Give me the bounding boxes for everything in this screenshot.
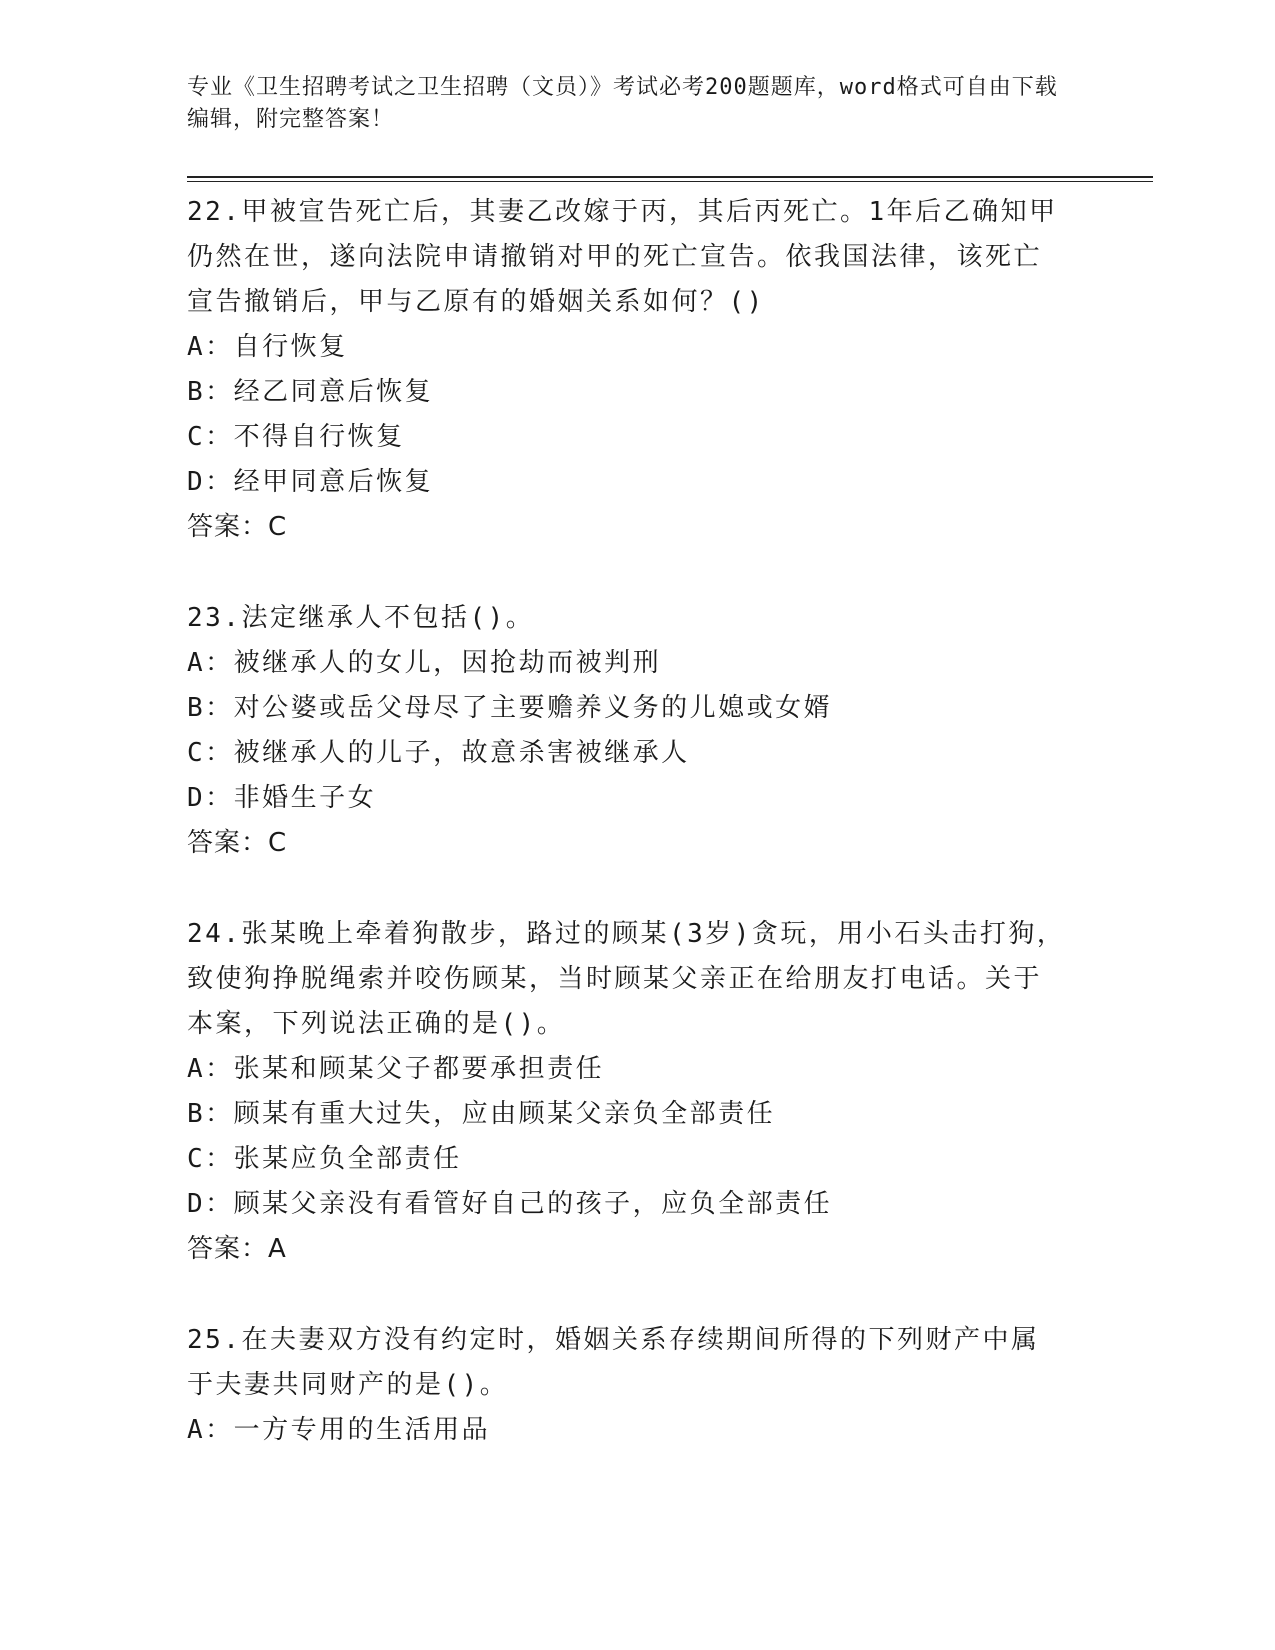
option-c: C：不得自行恢复 [187,422,405,452]
question-24 [187,912,1087,1272]
question-list [187,190,1087,1499]
option-b: B：顾某有重大过失，应由顾某父亲负全部责任 [187,1099,776,1129]
question-stem: 22.甲被宣告死亡后，其妻乙改嫁于丙，其后丙死亡。1年后乙确知甲仍然在世，遂向法院申请撤销对甲的死亡宣告。依我国法律，该死亡宣告撤销后，甲与乙原有的婚姻关系如何？() [187,197,1058,317]
option-a: A：一方专用的生活用品 [187,1415,491,1445]
option-a: A：张某和顾某父子都要承担责任 [187,1054,605,1084]
header-divider-thin [187,181,1153,182]
option-d: D：顾某父亲没有看管好自己的孩子，应负全部责任 [187,1189,833,1219]
header-divider-thick [187,176,1153,178]
option-c: C：张某应负全部责任 [187,1144,462,1174]
option-c: C：被继承人的儿子，故意杀害被继承人 [187,738,690,768]
document-header: 专业《卫生招聘考试之卫生招聘（文员）》考试必考200题题库，word格式可自由下载编辑，附完整答案！ [187,75,1058,132]
answer-line: 答案：A [187,1234,287,1264]
question-stem: 25.在夫妻双方没有约定时，婚姻关系存续期间所得的下列财产中属于夫妻共同财产的是()。 [187,1325,1040,1400]
question-22 [187,190,1087,550]
option-b: B：对公婆或岳父母尽了主要赡养义务的儿媳或女婿 [187,693,833,723]
question-23 [187,596,1087,866]
answer-line: 答案：C [187,512,288,542]
option-b: B：经乙同意后恢复 [187,377,434,407]
question-stem: 23.法定继承人不包括()。 [187,603,535,633]
question-stem: 24.张某晚上牵着狗散步，路过的顾某(3岁)贪玩，用小石头击打狗，致使狗挣脱绳索并咬伤顾某，当时顾某父亲正在给朋友打电话。关于本案，下列说法正确的是()。 [187,919,1066,1039]
option-a: A：被继承人的女儿，因抢劫而被判刑 [187,648,662,678]
option-a: A：自行恢复 [187,332,348,362]
option-d: D：非婚生子女 [187,783,377,813]
option-d: D：经甲同意后恢复 [187,467,434,497]
answer-line: 答案：C [187,828,288,858]
question-25 [187,1318,1087,1453]
